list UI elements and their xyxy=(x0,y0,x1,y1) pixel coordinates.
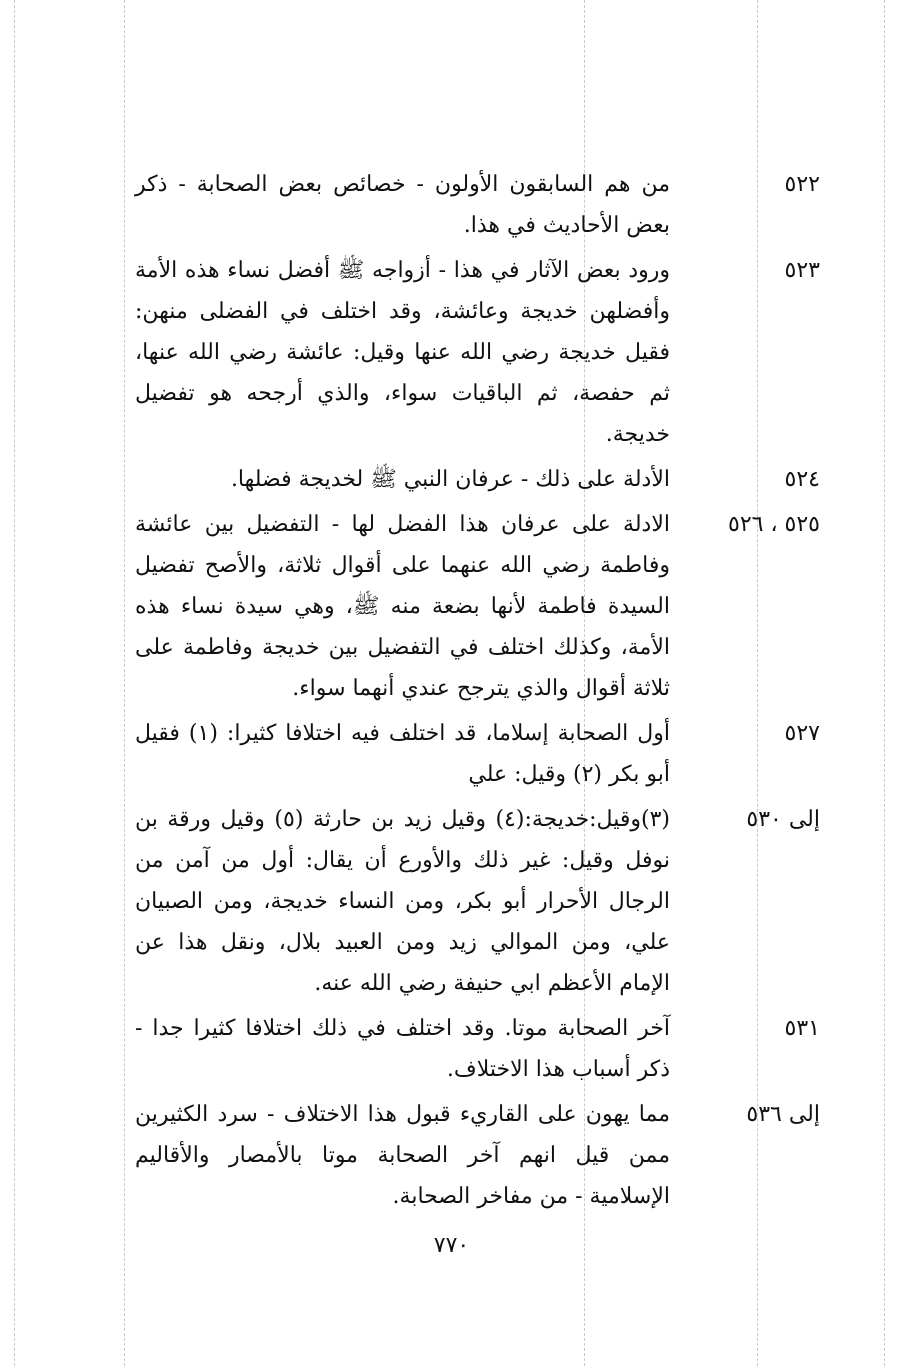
index-entry xyxy=(130,795,820,1004)
index-entry xyxy=(130,1090,820,1217)
page-number: ٧٧٠ xyxy=(433,1233,470,1258)
page-reference: ٥٢٢ xyxy=(784,172,820,197)
page-reference: ٥٢٤ xyxy=(784,467,820,492)
index-entry xyxy=(130,500,820,709)
page-reference: إلى ٥٣٦ xyxy=(746,1102,820,1127)
page-reference: ٥٢٣ xyxy=(784,258,820,283)
entry-text: مما يهون على القاريء قبول هذا الاختلاف - سرد الكثيرين ممن قيل انهم آخر الصحابة موتا بالأمصار والأقاليم الإسلامية - من مفاخر الصحابة. xyxy=(135,1102,670,1209)
entry-text: الأدلة على ذلك - عرفان النبي ﷺ لخديجة فضلها. xyxy=(230,467,670,492)
page-reference: إلى ٥٣٠ xyxy=(746,807,820,832)
index-entry xyxy=(130,709,820,795)
page-guide-line xyxy=(14,0,15,1366)
entry-text: (٣)وقيل:خديجة:(٤) وقيل زيد بن حارثة (٥) وقيل ورقة بن نوفل وقيل: غير ذلك والأورع أن يقال: أول من آمن من الرجال الأحرار أبو بكر، ومن النساء خديجة، ومن الصبيان علي، ومن الموالي زيد ومن العبيد بلال، ونقل هذا عن الإمام الأعظم ابي حنيفة رضي الله عنه. xyxy=(135,807,670,996)
index-table xyxy=(130,160,820,1217)
index-entry xyxy=(130,1004,820,1090)
index-entry xyxy=(130,160,820,246)
entry-text: من هم السابقون الأولون - خصائص بعض الصحابة - ذكر بعض الأحاديث في هذا. xyxy=(135,172,670,238)
page-guide-line xyxy=(124,0,125,1366)
entry-text: أول الصحابة إسلاما، قد اختلف فيه اختلافا كثيرا: (١) فقيل أبو بكر (٢) وقيل: علي xyxy=(135,721,670,787)
index-entry xyxy=(130,246,820,455)
entry-text: الادلة على عرفان هذا الفضل لها - التفضيل بين عائشة وفاطمة رضي الله عنهما على أقوال ثلاثة، والأصح تفضيل السيدة فاطمة لأنها بضعة منه ﷺ، وهي سيدة نساء هذه الأمة، وكذلك اختلف في التفضيل بين خديجة وفاطمة على ثلاثة أقوال والذي يترجح عندي أنهما سواء. xyxy=(135,512,670,701)
page-reference: ٥٣١ xyxy=(784,1016,820,1041)
page-guide-line xyxy=(884,0,885,1366)
index-entry xyxy=(130,455,820,500)
entry-text: آخر الصحابة موتا. وقد اختلف في ذلك اختلافا كثيرا جدا - ذكر أسباب هذا الاختلاف. xyxy=(135,1016,670,1082)
page-reference: ٥٢٥ ، ٥٢٦ xyxy=(728,512,820,537)
page-reference: ٥٢٧ xyxy=(784,721,820,746)
entry-text: ورود بعض الآثار في هذا - أزواجه ﷺ أفضل نساء هذه الأمة وأفضلهن خديجة وعائشة، وقد اختلف في الفضلى منهن: فقيل خديجة رضي الله عنها وقيل: عائشة رضي الله عنها، ثم حفصة، ثم الباقيات سواء، والذي أرجحه هو تفضيل خديجة. xyxy=(135,258,670,447)
